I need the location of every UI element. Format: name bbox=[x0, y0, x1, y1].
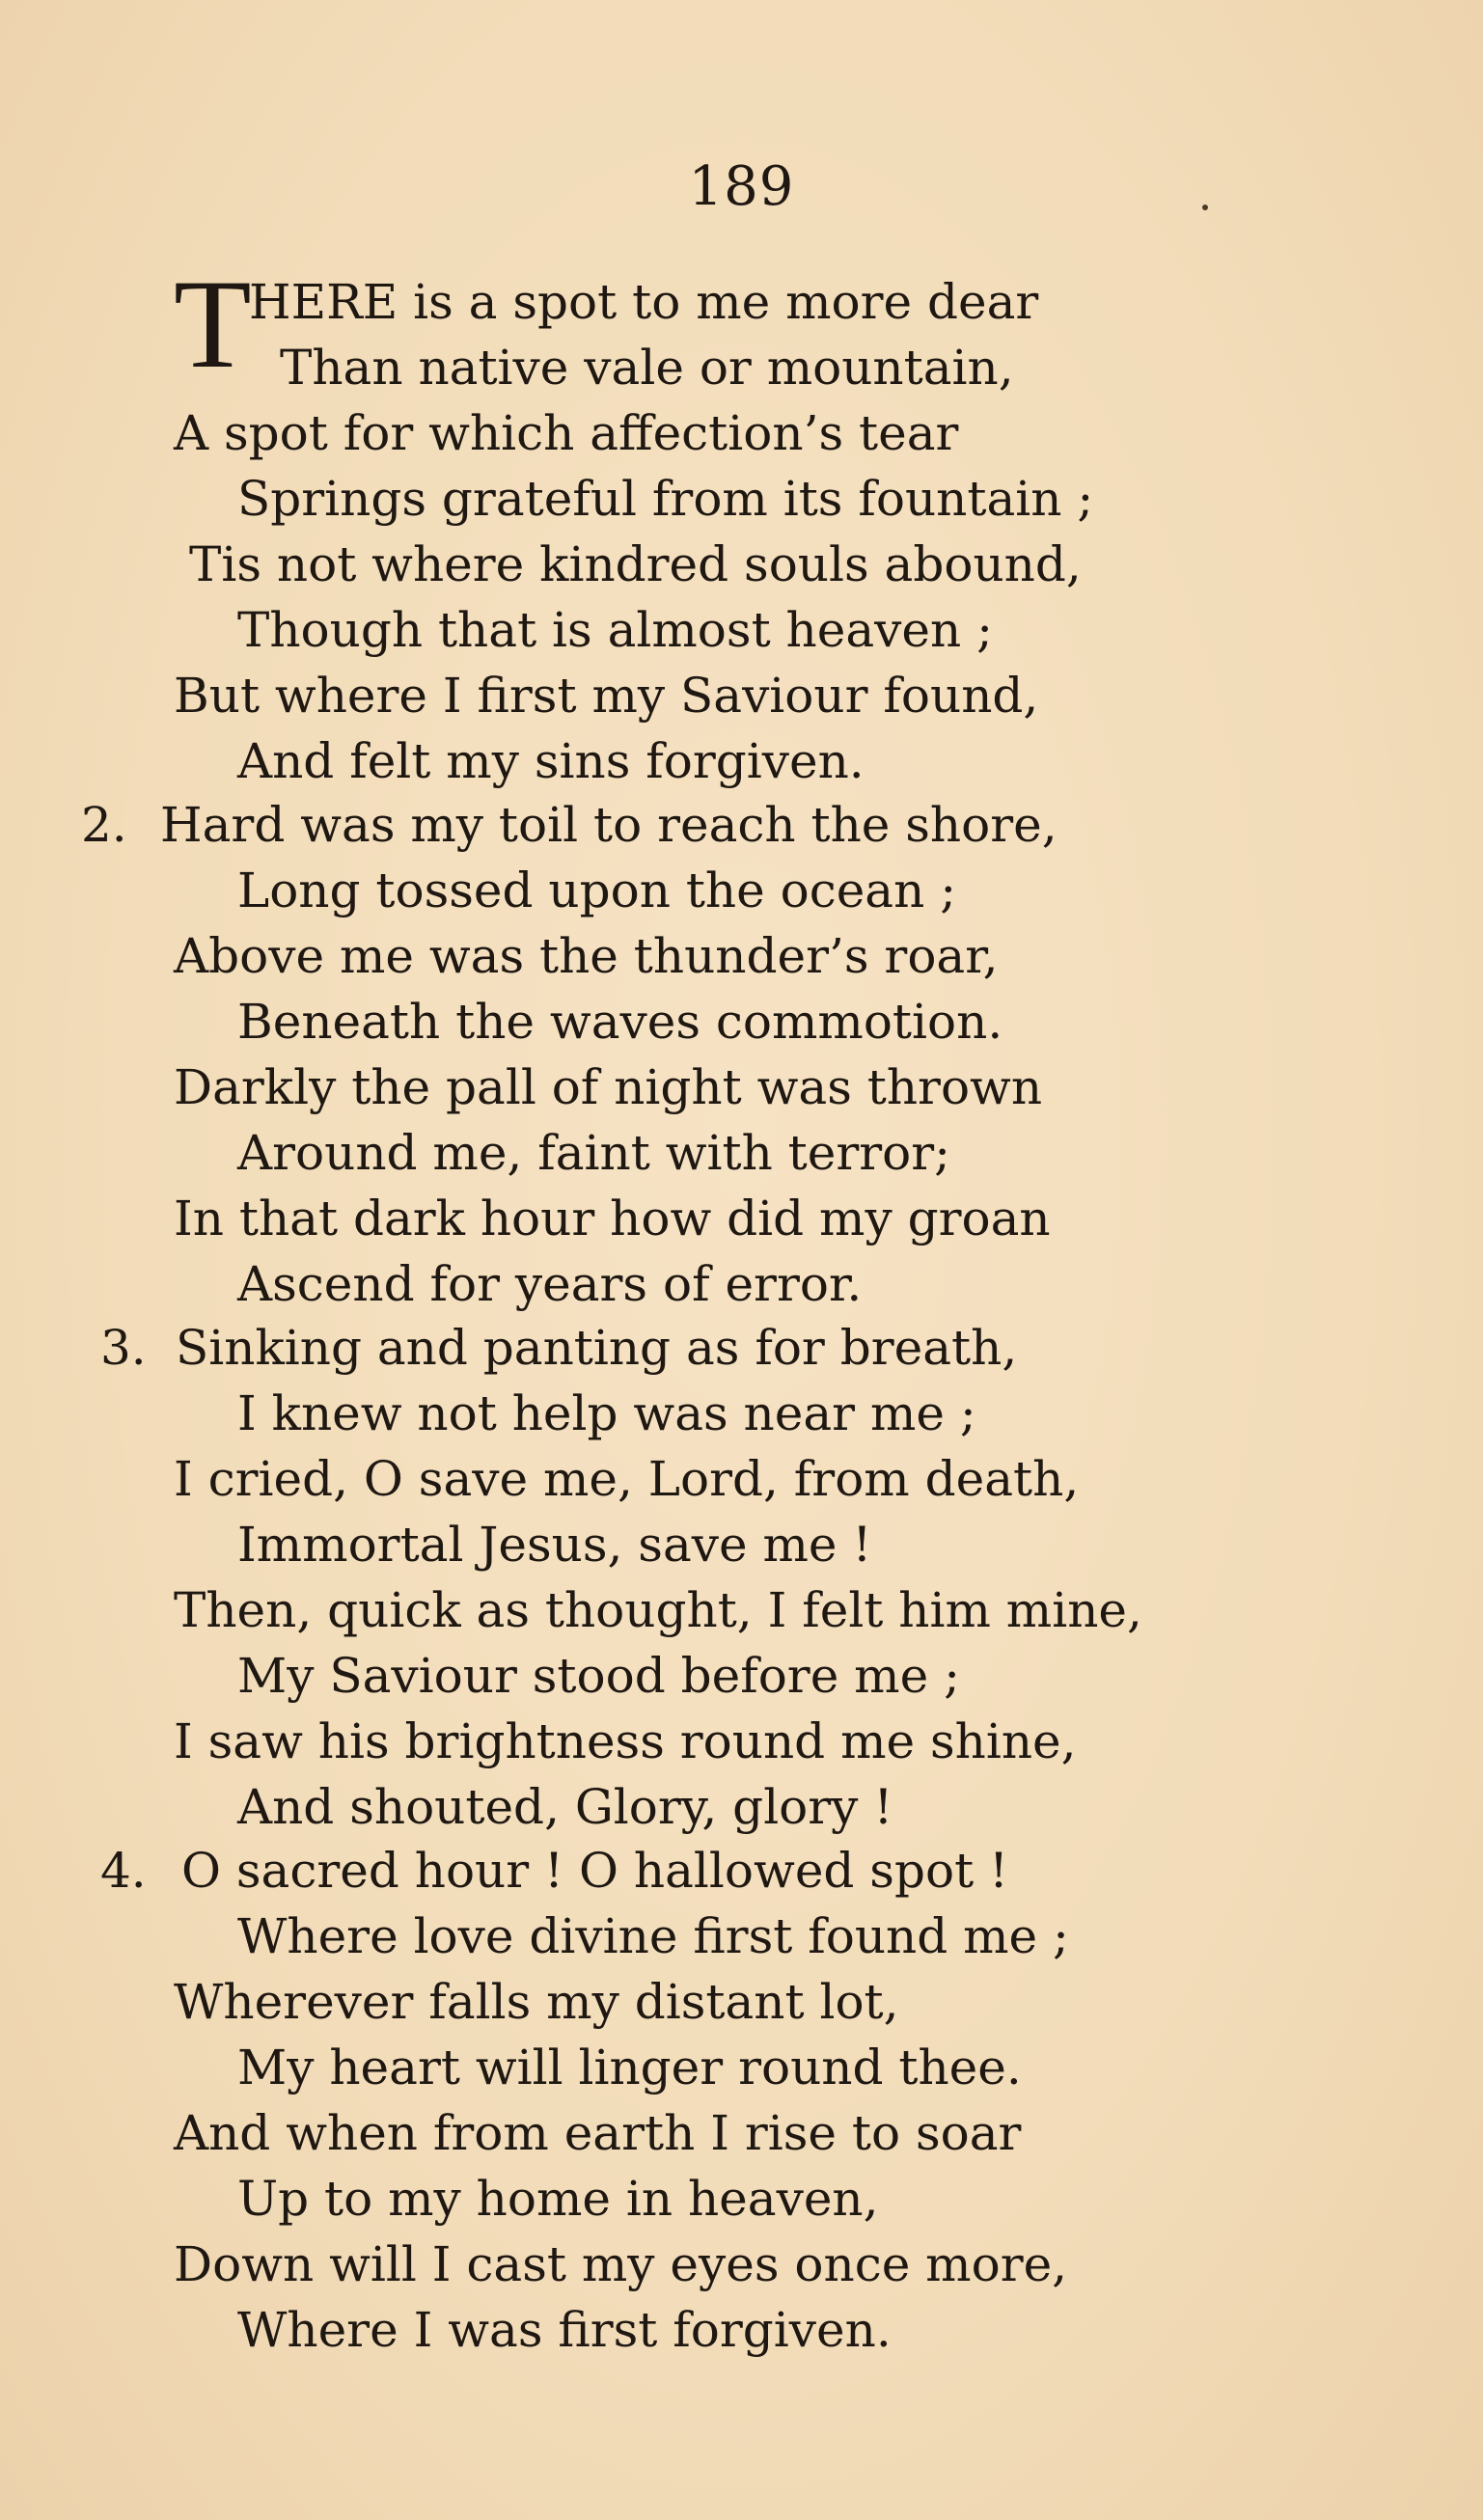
verse-line: I saw his brightness round me shine, bbox=[174, 1713, 1077, 1769]
verse-line: Long tossed upon the ocean ; bbox=[237, 863, 957, 918]
verse-line: My Saviour stood before me ; bbox=[237, 1648, 960, 1704]
verse-line: Than native vale or mountain, bbox=[280, 340, 1014, 396]
verse-line: My heart will linger round thee. bbox=[237, 2040, 1022, 2095]
page-number: 189 bbox=[688, 155, 795, 218]
verse-line: Darkly the pall of night was thrown bbox=[174, 1059, 1043, 1115]
verse-line: Wherever falls my distant lot, bbox=[174, 1974, 899, 2030]
verse-line: I cried, O save me, Lord, from death, bbox=[174, 1451, 1080, 1507]
verse-line: Up to my home in heaven, bbox=[237, 2171, 879, 2227]
verse-line: But where I first my Saviour found, bbox=[174, 668, 1039, 724]
verse-line: Tis not where kindred souls abound, bbox=[189, 536, 1082, 592]
verse-line: Above me was the thunder’s roar, bbox=[174, 928, 999, 984]
verse-number: 3. bbox=[100, 1320, 147, 1376]
verse-line: Down will I cast my eyes once more, bbox=[174, 2236, 1068, 2292]
verse-line: Ascend for years of error. bbox=[237, 1256, 863, 1312]
verse-number: 2. bbox=[81, 797, 127, 853]
ink-speck bbox=[1202, 205, 1208, 210]
verse-number: 4. bbox=[100, 1843, 147, 1899]
verse-line: Though that is almost heaven ; bbox=[237, 602, 993, 658]
verse-line: Where love divine first found me ; bbox=[237, 1908, 1069, 1964]
verse-line: Sinking and panting as for breath, bbox=[176, 1320, 1018, 1376]
verse-line: Where I was first forgiven. bbox=[237, 2302, 892, 2358]
verse-line: And shouted, Glory, glory ! bbox=[237, 1779, 893, 1835]
verse-line: O sacred hour ! O hallowed spot ! bbox=[181, 1843, 1009, 1899]
verse-line: A spot for which affection’s tear bbox=[174, 405, 959, 461]
verse-line: Beneath the waves commotion. bbox=[237, 994, 1003, 1050]
verse-line: Around me, faint with terror; bbox=[237, 1125, 951, 1181]
verse-line: Springs grateful from its fountain ; bbox=[237, 471, 1094, 527]
drop-cap: T bbox=[174, 253, 252, 395]
verse-line: In that dark hour how did my groan bbox=[174, 1191, 1051, 1246]
verse-line: Immortal Jesus, save me ! bbox=[237, 1517, 872, 1573]
verse-line: Then, quick as thought, I felt him mine, bbox=[174, 1582, 1142, 1638]
verse-line: And when from earth I rise to soar bbox=[174, 2105, 1022, 2161]
verse-line: HERE is a spot to me more dear bbox=[249, 274, 1039, 330]
verse-line: Hard was my toil to reach the shore, bbox=[160, 797, 1057, 853]
verse-line: I knew not help was near me ; bbox=[237, 1385, 976, 1441]
verse-line: And felt my sins forgiven. bbox=[237, 733, 865, 789]
